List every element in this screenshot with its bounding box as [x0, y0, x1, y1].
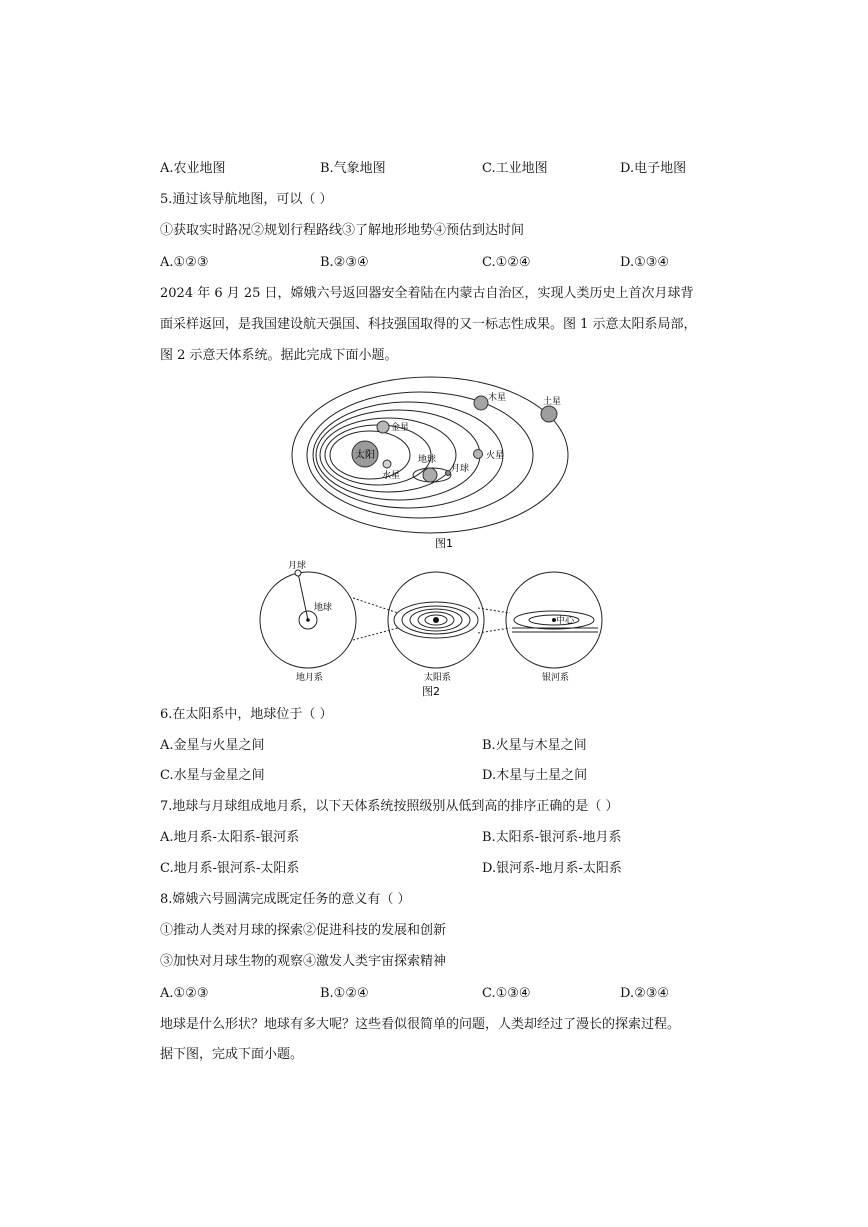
q4-option-d: D.电子地图	[620, 161, 687, 176]
q7-option-d: D.银河系-地月系-太阳系	[482, 861, 622, 876]
q6-option-a: A.金星与火星之间	[160, 738, 265, 753]
q8-option-a: A.①②③	[160, 986, 209, 1001]
jupiter-icon	[474, 396, 488, 410]
q5-option-a: A.①②③	[160, 255, 209, 270]
venus-label: 金星	[391, 423, 410, 433]
sun-label: 太阳	[355, 450, 375, 461]
q7-option-b: B.太阳系-银河系-地月系	[482, 830, 622, 845]
q7-option-c: C.地月系-银河系-太阳系	[160, 861, 300, 876]
q8-option-d: D.②③④	[620, 986, 670, 1001]
q6-option-c: C.水星与金星之间	[160, 768, 265, 783]
q7-option-a: A.地月系-太阳系-银河系	[160, 830, 300, 845]
intro2-line-2: 据下图，完成下面小题。	[160, 1047, 304, 1062]
fig2-center-label: 中心	[556, 616, 575, 626]
saturn-icon	[541, 406, 557, 422]
q8-items-line-2: ③加快对月球生物的观察④激发人类宇宙探索精神	[160, 954, 447, 969]
panel-label-galaxy: 银河系	[542, 673, 570, 683]
q5-option-d: D.①③④	[620, 255, 670, 270]
q4-option-b: B.气象地图	[320, 161, 386, 176]
figure1-caption: 图1	[435, 537, 453, 550]
fig2-earth-label: 地球	[314, 603, 333, 613]
q8-option-b: B.①②④	[320, 986, 369, 1001]
figure2-caption: 图2	[422, 685, 440, 698]
q4-option-a: A.农业地图	[160, 161, 226, 176]
intro2-line-1: 地球是什么形状？地球有多大呢？这些看似很简单的问题，人类却经过了漫长的探索过程。	[160, 1017, 681, 1032]
q6-option-b: B.火星与木星之间	[482, 738, 587, 753]
earth-icon	[423, 468, 437, 482]
figure1-solar-system	[290, 375, 580, 550]
mercury-icon	[383, 460, 391, 468]
panel-label-solar: 太阳系	[424, 673, 452, 683]
moon-label: 月球	[451, 464, 470, 474]
earth-label: 地球	[418, 455, 437, 465]
fig2-moon-label: 月球	[288, 561, 307, 571]
intro1-line-2: 面采样返回，是我国建设航天强国、科技强国取得的又一标志性成果。图 1 示意太阳系局部，	[160, 317, 697, 332]
q5-option-c: C.①②④	[482, 255, 531, 270]
mercury-label: 水星	[382, 471, 401, 481]
q8-stem: 8.嫦娥六号圆满完成既定任务的意义有（ ）	[160, 892, 411, 907]
moon-icon	[446, 471, 451, 476]
intro1-line-1: 2024 年 6 月 25 日，嫦娥六号返回器安全着陆在内蒙古自治区，实现人类历史上首次月球背	[160, 286, 694, 301]
panel-label-earth-moon: 地月系	[296, 673, 324, 683]
q6-stem: 6.在太阳系中，地球位于（ ）	[160, 707, 333, 722]
q8-items-line-1: ①推动人类对月球的探索②促进科技的发展和创新	[160, 923, 447, 938]
q6-option-d: D.木星与土星之间	[482, 768, 588, 783]
mars-icon	[474, 450, 483, 459]
mars-label: 火星	[486, 451, 505, 461]
fig2-sun-icon	[433, 617, 439, 623]
q5-items: ①获取实时路况②规划行程路线③了解地形地势④预估到达时间	[160, 223, 525, 238]
q4-option-c: C.工业地图	[482, 161, 548, 176]
q5-stem: 5.通过该导航地图，可以（ ）	[160, 192, 333, 207]
saturn-label: 土星	[543, 397, 562, 407]
q8-option-c: C.①③④	[482, 986, 531, 1001]
intro1-line-3: 图 2 示意天体系统。据此完成下面小题。	[160, 348, 398, 363]
figure2-celestial-systems	[258, 558, 608, 700]
venus-icon	[377, 421, 389, 433]
q7-stem: 7.地球与月球组成地月系，以下天体系统按照级别从低到高的排序正确的是（ ）	[160, 799, 619, 814]
jupiter-label: 木星	[488, 393, 507, 403]
q5-option-b: B.②③④	[320, 255, 369, 270]
